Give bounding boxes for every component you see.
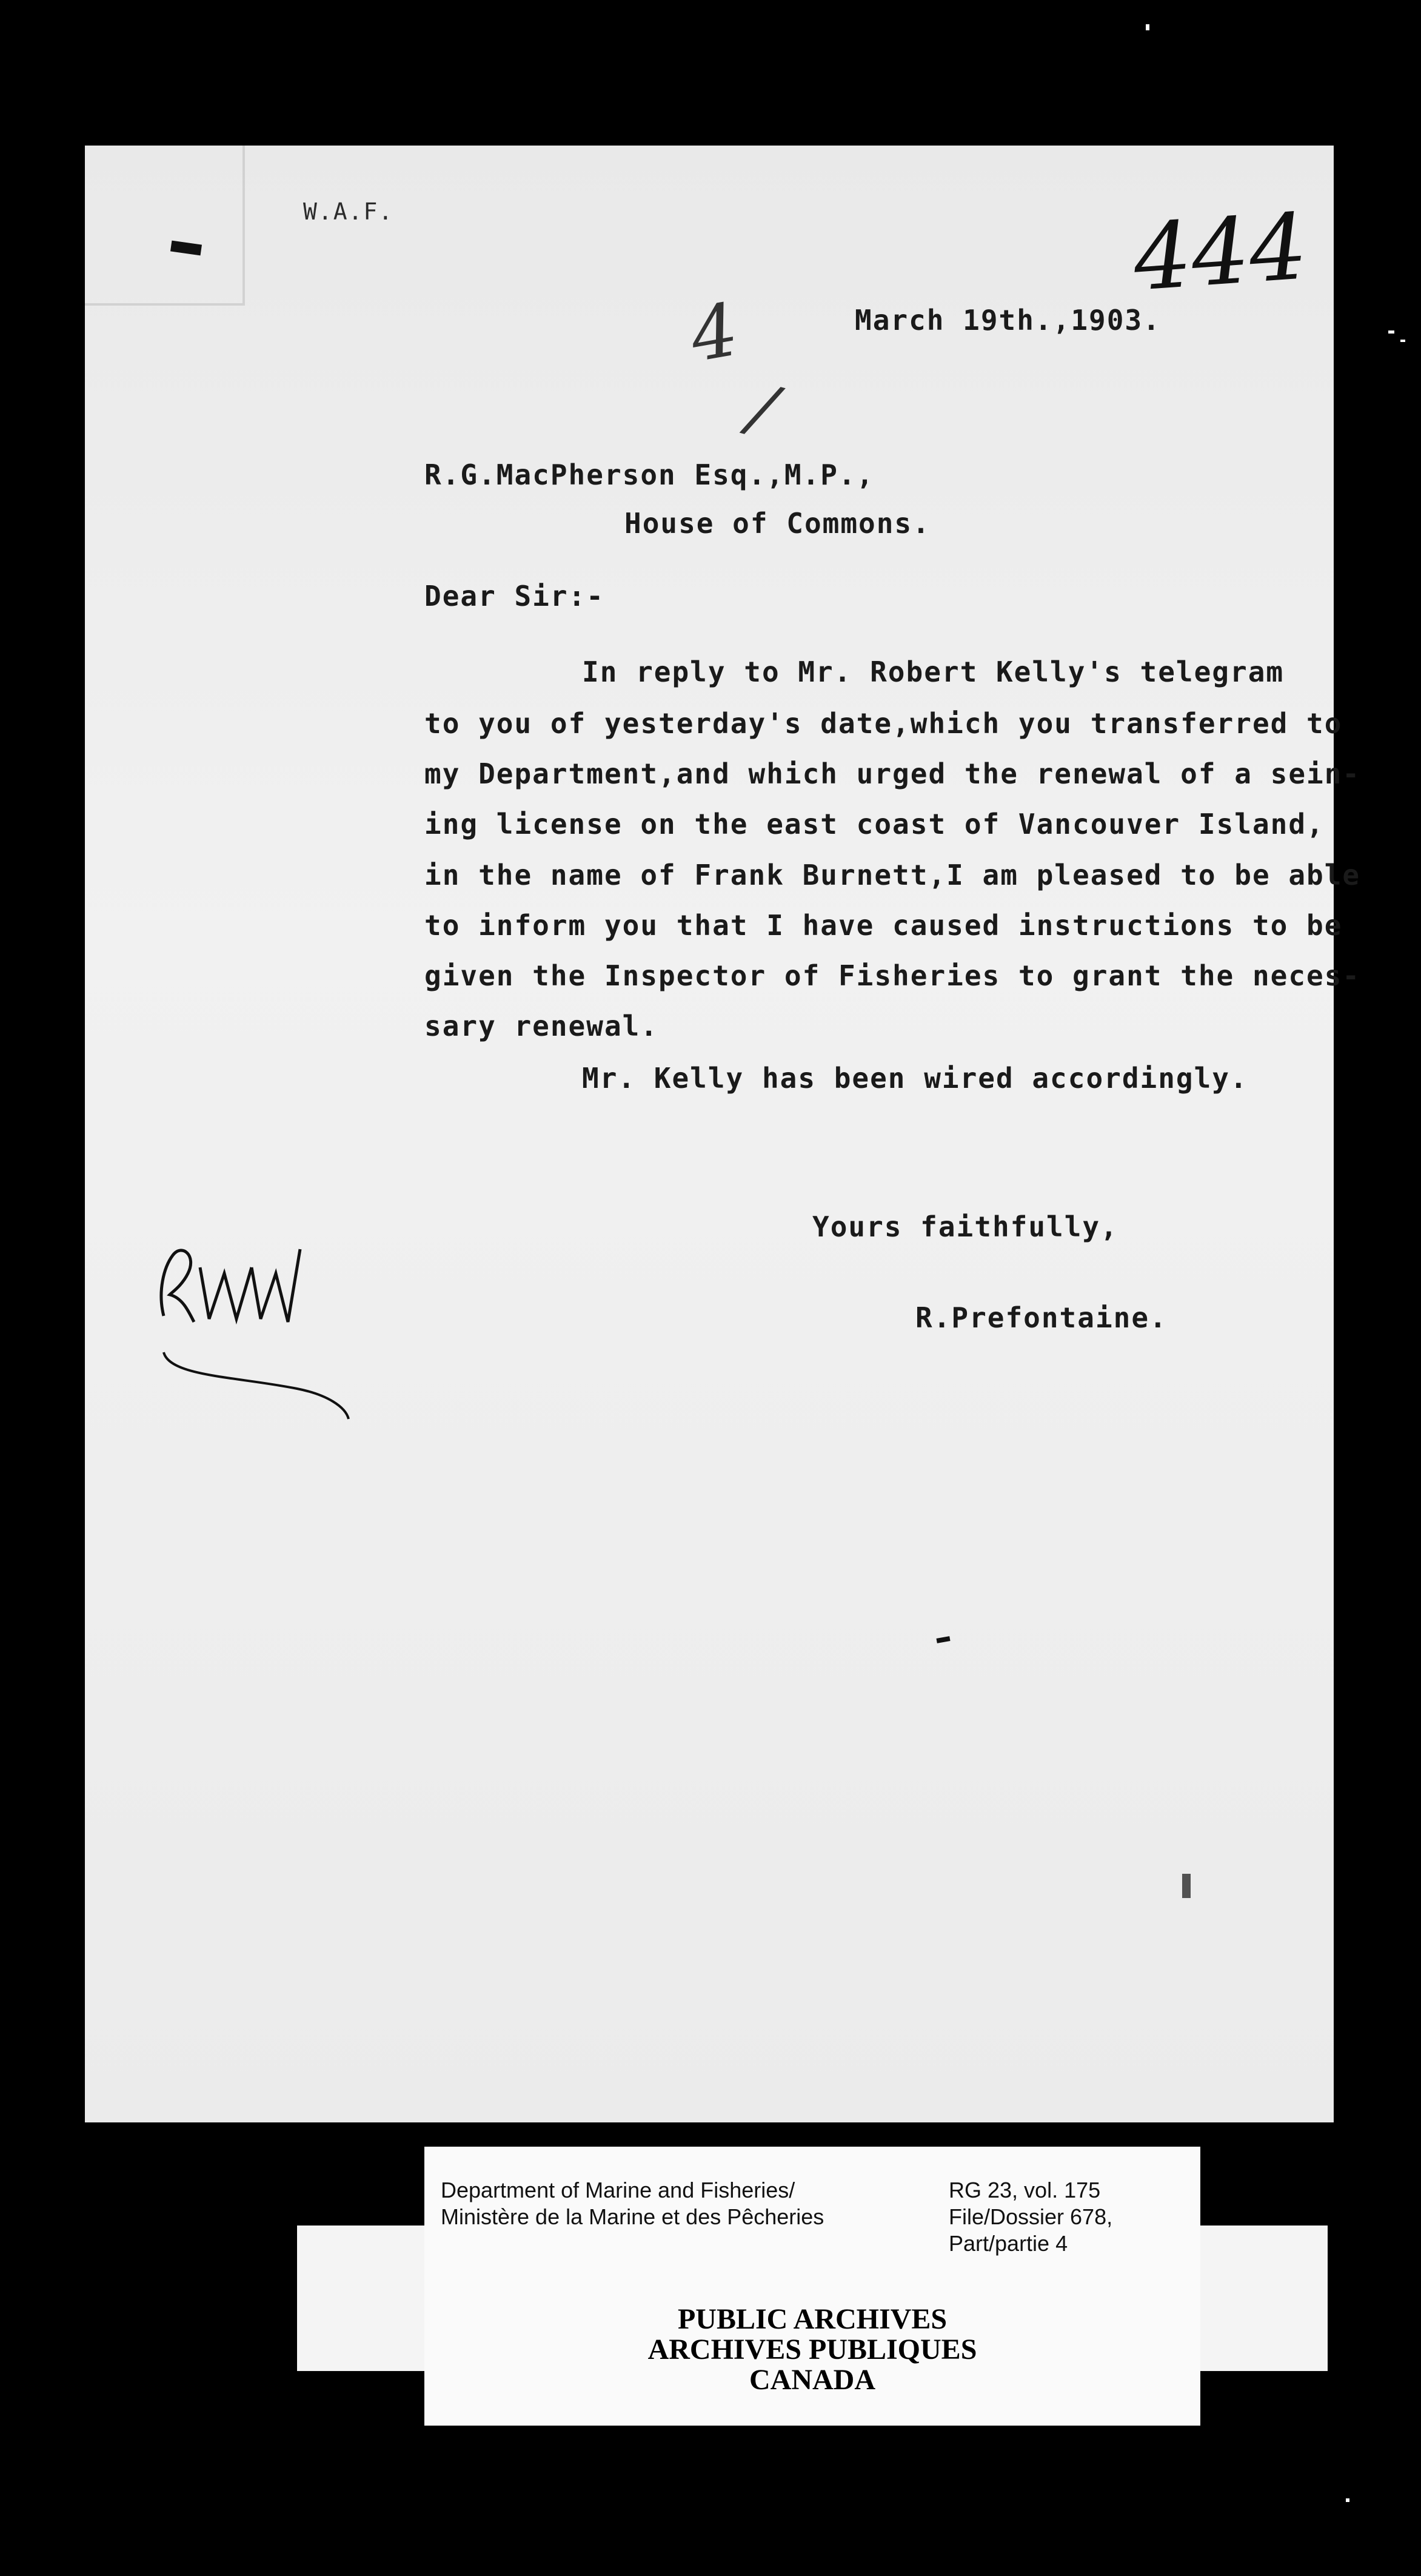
- body-line: to inform you that I have caused instructions to be: [424, 909, 1343, 942]
- label-tab-right: [1194, 2225, 1328, 2371]
- reference-volume: RG 23, vol. 175: [949, 2178, 1101, 2202]
- label-tab-left: [297, 2225, 430, 2371]
- ink-dot: [1182, 1874, 1191, 1898]
- stroke-mark: /: [742, 368, 784, 449]
- typist-initials: W.A.F.: [303, 198, 394, 225]
- letter-page: [85, 146, 1334, 2122]
- dust-speck: [1400, 340, 1405, 342]
- closing: Yours faithfully,: [812, 1210, 1118, 1243]
- department-english: Department of Marine and Fisheries/: [441, 2178, 795, 2202]
- recipient-address: House of Commons.: [624, 507, 931, 540]
- body-line: to you of yesterday's date,which you transferred to: [424, 707, 1343, 740]
- letter-date: March 19th.,1903.: [855, 304, 1161, 337]
- handwritten-initials-mark: [145, 1231, 364, 1425]
- body-line: in the name of Frank Burnett,I am pleased to be able: [424, 859, 1361, 891]
- body-line: given the Inspector of Fisheries to grant the neces-: [424, 959, 1361, 992]
- reference-part: Part/partie 4: [949, 2231, 1068, 2256]
- signature: R.Prefontaine.: [915, 1301, 1168, 1334]
- archives-stamp-line1: PUBLIC ARCHIVES: [677, 2303, 948, 2335]
- archives-stamp-line2: ARCHIVES PUBLIQUES: [647, 2333, 977, 2366]
- dust-speck: [1346, 2498, 1349, 2502]
- closing-paragraph: Mr. Kelly has been wired accordingly.: [582, 1062, 1248, 1095]
- department-french: Ministère de la Marine et des Pêcheries: [441, 2204, 824, 2229]
- body-line: my Department,and which urged the renewal of a sein-: [424, 757, 1361, 790]
- margin-mark: 4: [684, 287, 744, 379]
- body-line: ing license on the east coast of Vancouver Island,: [424, 808, 1325, 840]
- folio-number: 444: [1130, 194, 1311, 312]
- body-line: In reply to Mr. Robert Kelly's telegram: [582, 656, 1285, 688]
- body-line: sary renewal.: [424, 1010, 659, 1042]
- salutation: Dear Sir:-: [424, 580, 604, 612]
- recipient-name: R.G.MacPherson Esq.,M.P.,: [424, 458, 875, 491]
- reference-file: File/Dossier 678,: [949, 2204, 1113, 2229]
- archives-stamp-line3: CANADA: [749, 2364, 875, 2396]
- dust-speck: [1388, 330, 1394, 334]
- dust-speck: [1146, 24, 1149, 30]
